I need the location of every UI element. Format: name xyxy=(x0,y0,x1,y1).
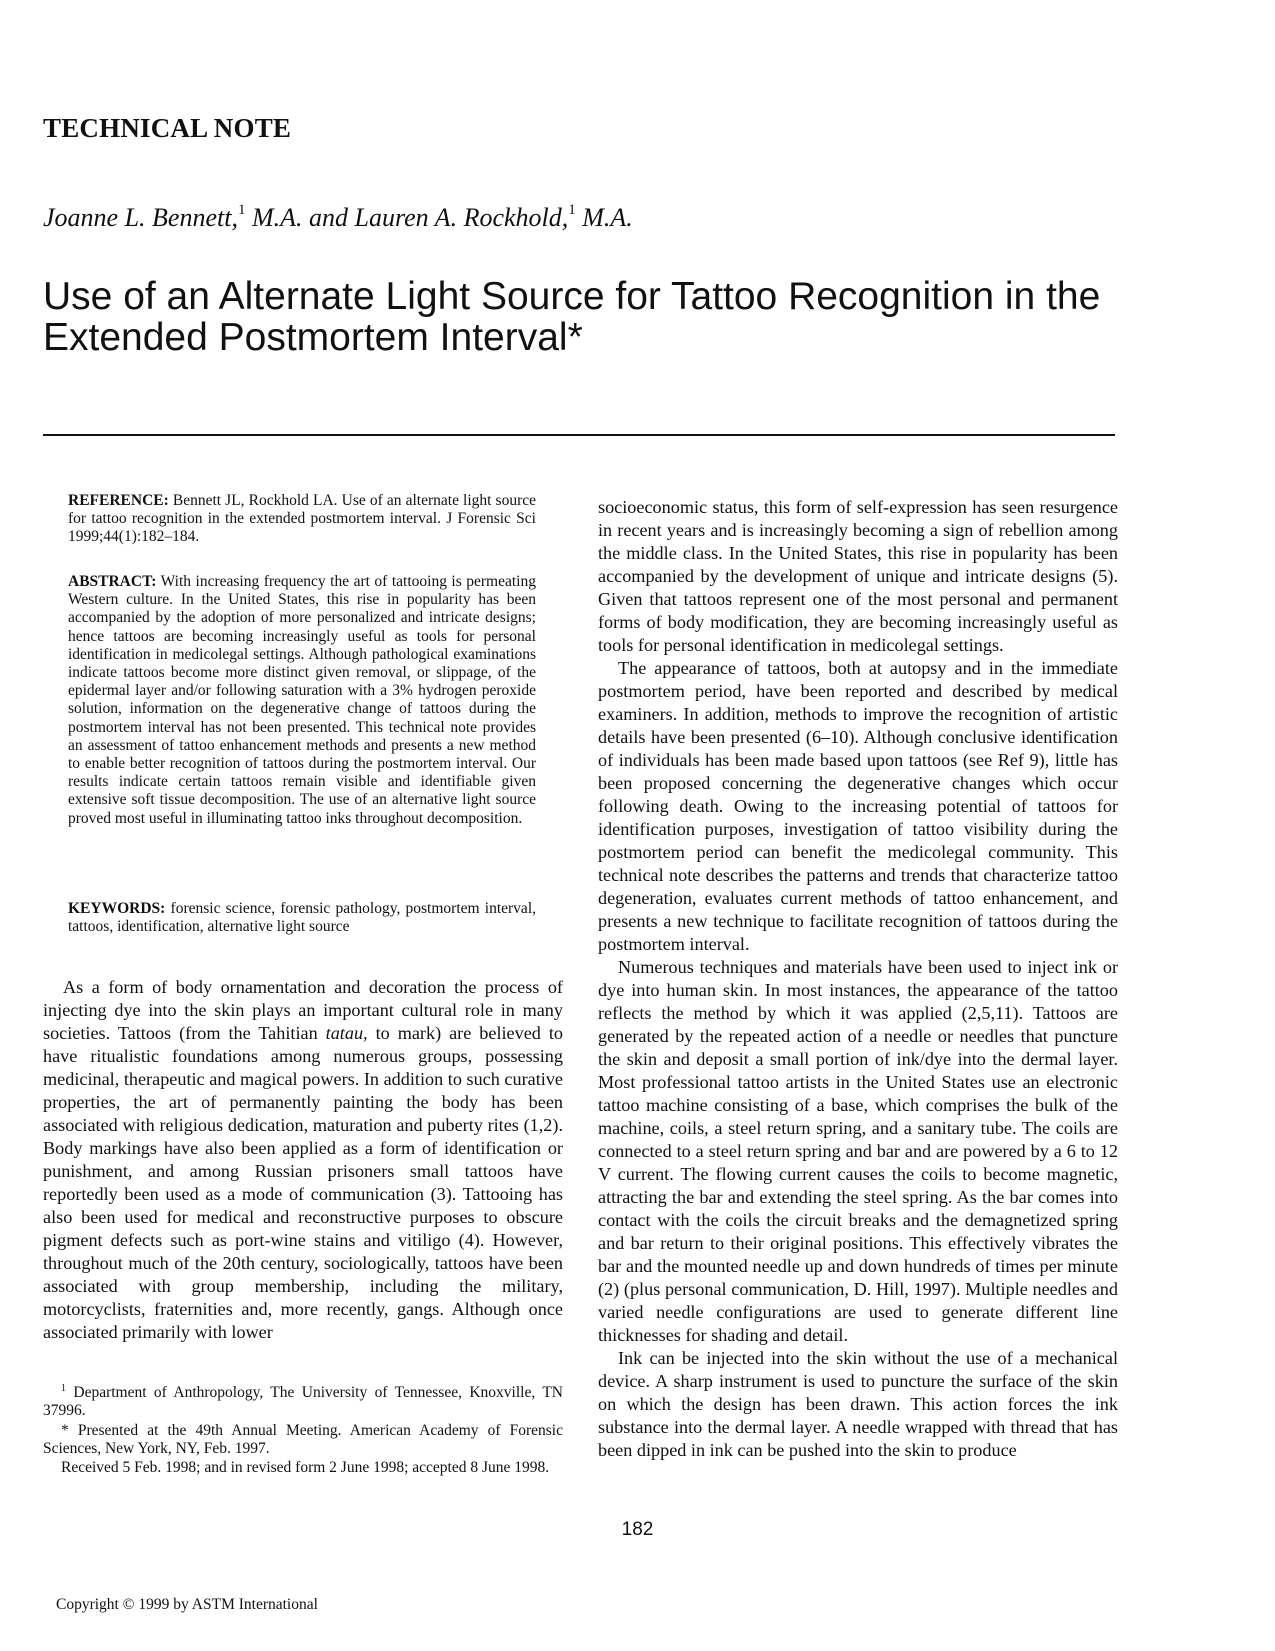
section-label: TECHNICAL NOTE xyxy=(43,113,292,143)
reference-block xyxy=(68,492,536,547)
body-italic-term: tatau, xyxy=(325,1023,368,1043)
keywords-block xyxy=(68,900,536,936)
footnote-text: Department of Anthropology, The University of Tennessee, Knoxville, TN 37996. xyxy=(43,1384,563,1420)
abstract-text: With increasing frequency the art of tattooing is permeating Western culture. In the United States, this rise in popularity has been accompanied by the adoption of more personalized and intricate designs; hence tattoos are becoming increasingly useful as tools for personal identification in medicolegal settings. Although pathological examinations indicate tattoos become more distinct given removal, or slippage, of the epidermal layer and/or following saturation with a 3% hydrogen peroxide solution, information on the degenerative change of tattoos during the postmortem interval has not been presented. This technical note provides an assessment of tattoo enhancement methods and presents a new method to enable better recognition of tattoos during the postmortem interval. Our results indicate certain tattoos remain visible and identifiable given extensive soft tissue decomposition. The use of an alternative light source proved most useful in illuminating tattoo inks throughout decomposition. xyxy=(68,573,536,827)
abstract-block xyxy=(68,573,536,828)
keywords-text: forensic science, forensic pathology, postmortem interval, tattoos, identification, alternative light source xyxy=(68,900,536,936)
article-title: Use of an Alternate Light Source for Tattoo Recognition in the Extended Postmortem Interval* xyxy=(43,275,1101,359)
copyright-notice: Copyright © 1999 by ASTM International xyxy=(56,1596,318,1613)
footnote-marker: 1 xyxy=(61,1383,66,1394)
author-1-degree: M.A. and xyxy=(245,203,355,232)
body-paragraph: socioeconomic status, this form of self-expression has seen resurgence in recent years and is increasingly becoming a sign of rebellion among the middle class. In the United States, this rise in popularity has been accompanied by the development of unique and intricate designs (5). Given that tattoos represent one of the most personal and permanent forms of body modification, they are becoming increasingly useful as tools for personal identification in medicolegal settings. xyxy=(598,497,1118,655)
body-paragraph: The appearance of tattoos, both at autopsy and in the immediate postmortem period, have been reported and described by medical examiners. In addition, methods to improve the recognition of artistic details have been presented (6–10). Although conclusive identification of individuals has been made based upon tattoos (see Ref 9), little has been proposed concerning the degenerative changes which occur following death. Owing to the increasing potential of tattoos for identification purposes, investigation of tattoo visibility during the postmortem period can benefit the medicolegal community. This technical note describes the patterns and trends that characterize tattoo degeneration, evaluates current methods of tattoo enhancement, and presents a new technique to facilitate recognition of tattoos during the postmortem interval. xyxy=(598,658,1118,954)
footnote-presented: * Presented at the 49th Annual Meeting. American Academy of Forensic Sciences, New York, NY, Feb. 1997. xyxy=(43,1421,563,1457)
left-column-body xyxy=(43,976,563,1344)
abstract-label: ABSTRACT: xyxy=(68,573,157,590)
author-2-name: Lauren A. Rockhold, xyxy=(354,203,569,232)
body-paragraph: Numerous techniques and materials have been used to inject ink or dye into human skin. In most instances, the appearance of the tattoo reflects the method by which it was applied (2,5,11). Tattoos are generated by the repeated action of a needle or needles that puncture the skin and deposit a small portion of ink/dye into the dermal layer. Most professional tattoo artists in the United States use an electronic tattoo machine consisting of a base, which comprises the bulk of the machine, coils, a steel return spring, and a sanitary tube. The coils are connected to a steel return spring and bar and are powered by a 6 to 12 V current. The flowing current causes the coils to become magnetic, attracting the bar and extending the steel spring. As the bar comes into contact with the coils the circuit breaks and the demagnetized spring and bar return to their original positions. This effectively vibrates the bar and the mounted needle up and down hundreds of times per minute (2) (plus personal communication, D. Hill, 1997). Multiple needles and varied needle configurations are used to generate different line thicknesses for shading and detail. xyxy=(598,957,1118,1345)
title-divider xyxy=(43,434,1115,436)
footnote-affiliation xyxy=(43,1380,563,1421)
body-text: As a form of body ornamentation and decoration the process of injecting dye into the skin plays an important cultural role in many societies. Tattoos (from the Tahitian xyxy=(43,977,563,1043)
body-text: to mark) are believed to have ritualistic foundations among numerous groups, possessing medicinal, therapeutic and magical powers. In addition to such curative properties, the art of permanently painting the body has been associated with religious dedication, maturation and puberty rites (1,2). Body markings have also been applied as a form of identification or punishment, and among Russian prisoners small tattoos have reportedly been used as a mode of communication (3). Tattooing has also been used for medical and reconstructive purposes to obscure pigment defects such as port-wine stains and vitiligo (4). However, throughout much of the 20th century, sociologically, tattoos have been associated with group membership, including the military, motorcyclists, fraternities and, more recently, gangs. Although once associated primarily with lower xyxy=(43,1023,564,1342)
author-line xyxy=(43,203,633,233)
author-1-affiliation-marker: 1 xyxy=(237,202,246,219)
footnotes xyxy=(43,1380,563,1478)
reference-label: REFERENCE: xyxy=(68,492,169,509)
body-paragraph xyxy=(43,976,563,1344)
page-number: 182 xyxy=(621,1519,654,1540)
author-1-name: Joanne L. Bennett, xyxy=(43,203,238,232)
keywords-label: KEYWORDS: xyxy=(68,900,166,917)
author-2-affiliation-marker: 1 xyxy=(568,202,576,219)
right-column-body xyxy=(598,496,1118,1462)
footnote-received: Received 5 Feb. 1998; and in revised form 2 June 1998; accepted 8 June 1998. xyxy=(61,1458,550,1476)
author-2-degree: M.A. xyxy=(575,203,633,232)
body-paragraph: Ink can be injected into the skin without the use of a mechanical device. A sharp instrument is used to puncture the surface of the skin on which the design has been drawn. This action forces the ink substance into the dermal layer. A needle wrapped with thread that has been dipped in ink can be pushed into the skin to produce xyxy=(598,1348,1118,1460)
reference-text: Bennett JL, Rockhold LA. Use of an alternate light source for tattoo recognition in the extended postmortem interval. J Forensic Sci 1999;44(1):182–184. xyxy=(68,492,537,546)
